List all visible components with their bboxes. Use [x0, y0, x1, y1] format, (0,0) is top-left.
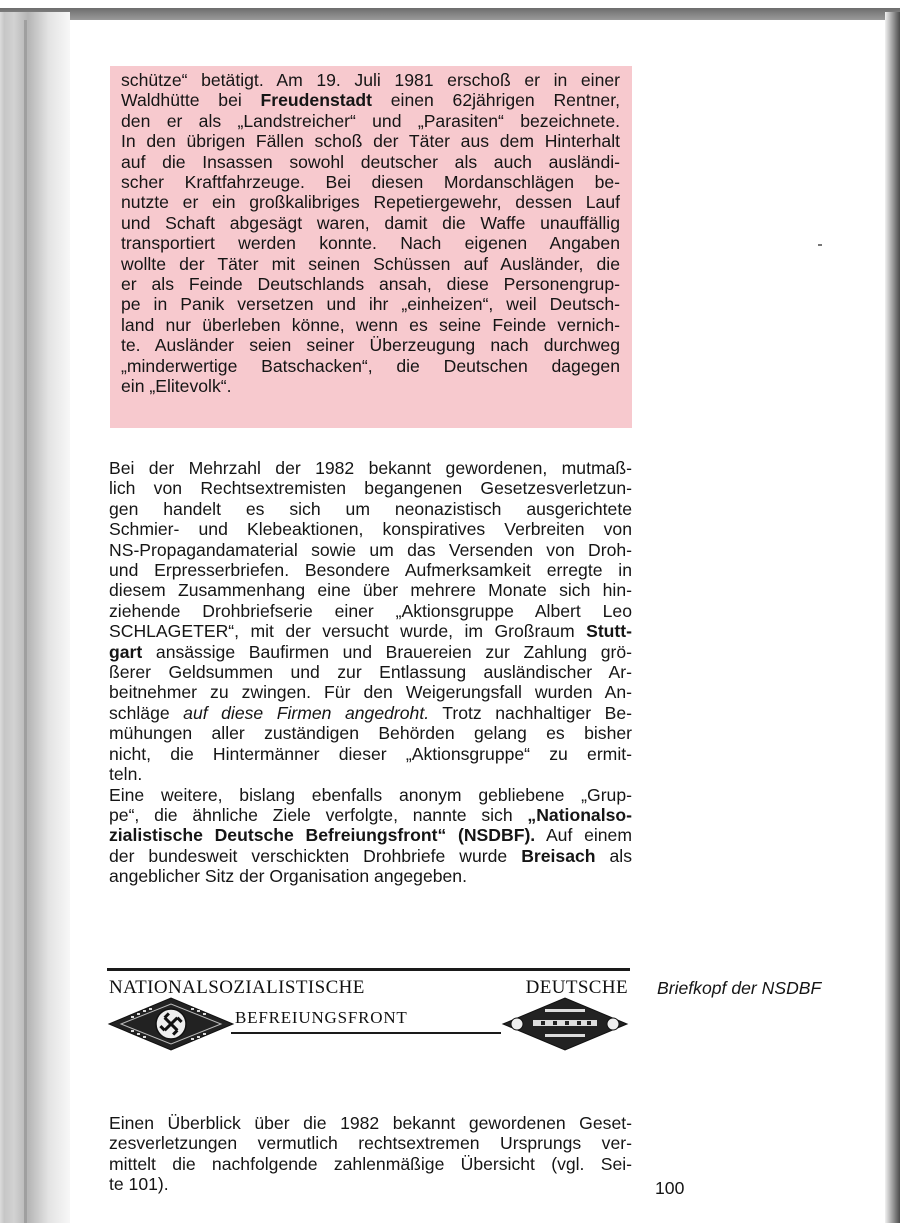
bold-term: „Nationalso- — [527, 804, 632, 825]
text-line: der bundesweit verschickten Drohbriefe wurde Breisach als — [109, 845, 632, 866]
letterhead-middle-rule — [231, 1032, 501, 1034]
text-line: In den übrigen Fällen schoß der Täter aus dem Hinterhalt — [121, 131, 620, 152]
text-line: zesverletzungen vermutlich rechtsextremen Ursprungs ver- — [109, 1133, 632, 1154]
left-swastika-emblem — [107, 996, 235, 1052]
text-line: te 101). — [109, 1174, 169, 1195]
text-line: schütze“ betätigt. Am 19. Juli 1981 erschoß er in einer — [121, 70, 620, 90]
letterhead-line-2: BEFREIUNGSFRONT — [235, 1008, 408, 1027]
right-motto-emblem — [501, 996, 629, 1052]
text-line: Waldhütte bei Freudenstadt einen 62jährigen Rentner, — [121, 90, 620, 111]
text-line: mühungen aller zuständigen Behörden gelang es bisher — [109, 723, 632, 744]
nsdbf-letterhead — [107, 962, 630, 1052]
text-line: nutzte er ein großkalibriges Repetiergewehr, dessen Lauf — [121, 192, 620, 213]
text-line: scher Kraftfahrzeuge. Bei diesen Mordanschlägen be- — [121, 172, 620, 193]
text-line: und Erpresserbriefen. Besondere Aufmerksamkeit erregte in — [109, 560, 632, 581]
text-line: mittelt die nachfolgende zahlenmäßige Übersicht (vgl. Sei- — [109, 1153, 632, 1174]
letterhead-top-rule — [107, 968, 630, 971]
text-line: lich von Rechtsextremisten begangenen Gesetzesverletzun- — [109, 478, 632, 499]
text-line: pe“, die ähnliche Ziele verfolgte, nannte sich „Nationalso- — [109, 804, 632, 825]
book-spine-edge — [24, 20, 27, 1223]
book-gutter-shadow — [0, 12, 70, 1223]
bold-term: Stutt- — [586, 621, 632, 642]
text-line: schläge auf diese Firmen angedroht. Trotz nachhaltiger Be- — [109, 702, 632, 723]
book-right-edge-shadow — [885, 12, 900, 1223]
text-line: pe in Panik versetzen und ihr „einheizen“, weil Deutsch- — [121, 294, 620, 315]
text-line: ein „Elitevolk“. — [121, 376, 232, 397]
figure-caption: Briefkopf der NSDBF — [657, 978, 822, 998]
text-line: wollte der Täter mit seinen Schüssen auf Ausländer, die — [121, 253, 620, 274]
bold-term: Freudenstadt — [260, 90, 372, 111]
page-number: 100 — [655, 1178, 685, 1198]
italic-phrase: auf diese Firmen angedroht. — [183, 702, 430, 723]
scan-top-edge — [0, 0, 900, 8]
text-line: den er als „Landstreicher“ und „Parasiten“ bezeichnete. — [121, 110, 620, 131]
text-line: Schmier- und Klebeaktionen, konspiratives Verbreiten von — [109, 519, 632, 540]
text-line: land nur überleben könne, wenn es seine Feinde vernich- — [121, 314, 620, 335]
highlight-box-text — [121, 70, 620, 397]
text-line: ßerer Geldsummen und zur Entlassung ausländischer Ar- — [109, 662, 632, 683]
letterhead-word-right: DEUTSCHE — [525, 977, 628, 998]
text-line: te. Ausländer seien seiner Überzeugung nach durchweg — [121, 335, 620, 356]
bold-term: Breisach — [521, 845, 596, 866]
scan-speck — [818, 244, 822, 246]
bold-term: zialistische Deutsche Befreiungsfront“ (NSDBF). — [109, 825, 536, 846]
text-line: nicht, die Hintermänner dieser „Aktionsgruppe“ zu ermit- — [109, 743, 632, 764]
closing-paragraph — [109, 1113, 632, 1195]
text-line: gart ansässige Baufirmen und Brauereien zur Zahlung grö- — [109, 641, 632, 662]
text-line: Einen Überblick über die 1982 bekannt gewordenen Geset- — [109, 1113, 632, 1133]
text-line: beitnehmer zu zwingen. Für den Weigerungsfall wurden An- — [109, 682, 632, 703]
text-line: transportiert werden konnte. Nach eigenen Angaben — [121, 233, 620, 254]
letterhead-word-left: NATIONALSOZIALISTISCHE — [109, 977, 365, 998]
text-line: teln. — [109, 764, 143, 785]
book-top-shadow — [0, 8, 900, 20]
text-line: Bei der Mehrzahl der 1982 bekannt gewordenen, mutmaß- — [109, 458, 632, 478]
text-line: auf die Insassen sowohl deutscher als auch ausländi- — [121, 151, 620, 172]
text-line: Eine weitere, bislang ebenfalls anonym gebliebene „Grup- — [109, 784, 632, 805]
text-line: NS-Propagandamaterial sowie um das Versenden von Droh- — [109, 539, 632, 560]
text-line: „minderwertige Batschacken“, die Deutschen dagegen — [121, 355, 620, 376]
text-line: und Schaft abgesägt waren, damit die Waffe unauffällig — [121, 212, 620, 233]
body-text — [109, 458, 632, 887]
text-line: gen handelt es sich um neonazistisch ausgerichtete — [109, 498, 632, 519]
text-line: diesem Zusammenhang eine über mehrere Monate sich hin- — [109, 580, 632, 601]
bold-term: gart — [109, 641, 143, 662]
text-line: angeblicher Sitz der Organisation angegeben. — [109, 866, 467, 887]
text-line: SCHLAGETER“, mit der versucht wurde, im Großraum Stutt- — [109, 621, 632, 642]
text-line: er als Feinde Deutschlands ansah, diese Personengrup- — [121, 274, 620, 295]
text-line: zialistische Deutsche Befreiungsfront“ (NSDBF). Auf einem — [109, 825, 632, 846]
text-line: ziehende Drohbriefserie einer „Aktionsgruppe Albert Leo — [109, 600, 632, 621]
